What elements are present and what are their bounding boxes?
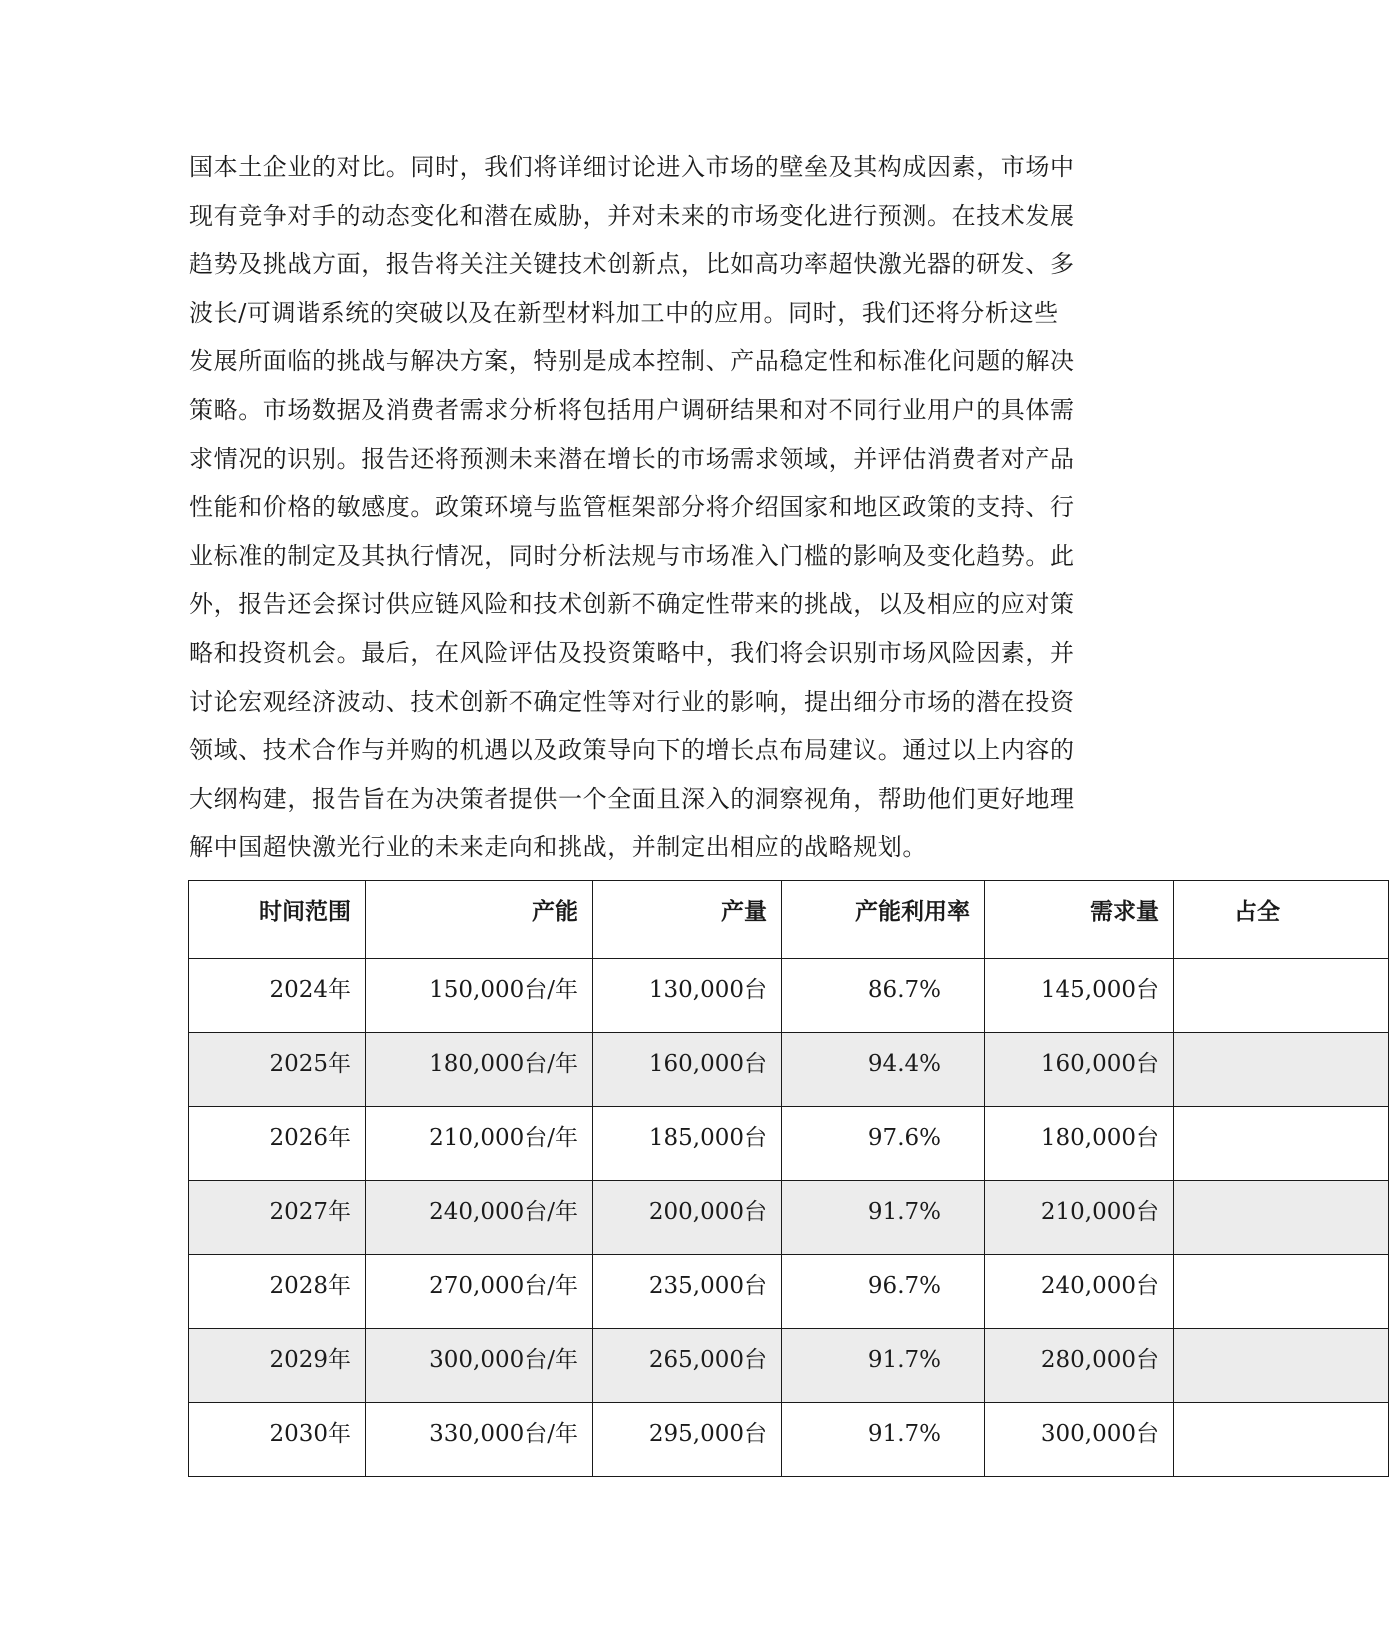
paragraph-line: 业标准的制定及其执行情况，同时分析法规与市场准入门槛的影响及变化趋势。此 [189,541,1075,570]
cell-year: 2029年 [189,1329,366,1403]
cell-utilization: 91.7% [782,1403,985,1477]
body-paragraph [189,143,1089,872]
cell-year: 2025年 [189,1033,366,1107]
paragraph-line: 性能和价格的敏感度。政策环境与监管框架部分将介绍国家和地区政策的支持、行 [189,493,1075,522]
table-row [189,1033,1389,1107]
paragraph-line: 发展所面临的挑战与解决方案，特别是成本控制、产品稳定性和标准化问题的解决 [189,347,1075,376]
cell-capacity: 270,000台/年 [366,1255,593,1329]
cell-output: 200,000台 [593,1181,782,1255]
table-row [189,959,1389,1033]
header-share: 占全 [1174,881,1389,959]
table-header-row [189,881,1389,959]
cell-capacity: 210,000台/年 [366,1107,593,1181]
cell-utilization: 91.7% [782,1329,985,1403]
paragraph-line: 现有竞争对手的动态变化和潜在威胁，并对未来的市场变化进行预测。在技术发展 [189,201,1075,230]
cell-output: 160,000台 [593,1033,782,1107]
header-demand: 需求量 [985,881,1174,959]
paragraph-line: 波长/可调谐系统的突破以及在新型材料加工中的应用。同时，我们还将分析这些 [189,298,1059,327]
cell-year: 2028年 [189,1255,366,1329]
cell-capacity: 240,000台/年 [366,1181,593,1255]
cell-utilization: 94.4% [782,1033,985,1107]
cell-demand: 280,000台 [985,1329,1174,1403]
table-row [189,1181,1389,1255]
cell-share [1174,1107,1389,1181]
cell-share [1174,1181,1389,1255]
cell-share [1174,1033,1389,1107]
capacity-table-container [188,880,1280,1500]
capacity-table [188,880,1389,1477]
table-row [189,1107,1389,1181]
cell-demand: 240,000台 [985,1255,1174,1329]
paragraph-line: 求情况的识别。报告还将预测未来潜在增长的市场需求领域，并评估消费者对产品 [189,444,1075,473]
cell-year: 2030年 [189,1403,366,1477]
cell-year: 2027年 [189,1181,366,1255]
paragraph-line: 大纲构建，报告旨在为决策者提供一个全面且深入的洞察视角，帮助他们更好地理 [189,784,1075,813]
cell-output: 130,000台 [593,959,782,1033]
cell-demand: 145,000台 [985,959,1174,1033]
paragraph-line: 国本土企业的对比。同时，我们将详细讨论进入市场的壁垒及其构成因素，市场中 [189,153,1075,181]
cell-share [1174,1255,1389,1329]
paragraph-line: 略和投资机会。最后，在风险评估及投资策略中，我们将会识别市场风险因素，并 [189,638,1075,667]
paragraph-line: 外，报告还会探讨供应链风险和技术创新不确定性带来的挑战，以及相应的应对策 [189,590,1075,619]
paragraph-line: 讨论宏观经济波动、技术创新不确定性等对行业的影响，提出细分市场的潜在投资 [189,687,1075,716]
cell-capacity: 180,000台/年 [366,1033,593,1107]
cell-demand: 210,000台 [985,1181,1174,1255]
cell-year: 2026年 [189,1107,366,1181]
cell-utilization: 86.7% [782,959,985,1033]
cell-capacity: 300,000台/年 [366,1329,593,1403]
table-row [189,1255,1389,1329]
paragraph-line: 解中国超快激光行业的未来走向和挑战，并制定出相应的战略规划。 [189,833,927,862]
cell-output: 185,000台 [593,1107,782,1181]
cell-year: 2024年 [189,959,366,1033]
cell-demand: 300,000台 [985,1403,1174,1477]
paragraph-line: 趋势及挑战方面，报告将关注关键技术创新点，比如高功率超快激光器的研发、多 [189,250,1075,279]
paragraph-line: 领域、技术合作与并购的机遇以及政策导向下的增长点布局建议。通过以上内容的 [189,736,1075,765]
cell-utilization: 96.7% [782,1255,985,1329]
cell-share [1174,1403,1389,1477]
header-time-range: 时间范围 [189,881,366,959]
paragraph-line: 策略。市场数据及消费者需求分析将包括用户调研结果和对不同行业用户的具体需 [189,395,1075,424]
cell-share [1174,1329,1389,1403]
table-row [189,1329,1389,1403]
cell-capacity: 330,000台/年 [366,1403,593,1477]
cell-share [1174,959,1389,1033]
header-utilization: 产能利用率 [782,881,985,959]
header-capacity: 产能 [366,881,593,959]
cell-output: 295,000台 [593,1403,782,1477]
cell-utilization: 91.7% [782,1181,985,1255]
cell-demand: 180,000台 [985,1107,1174,1181]
cell-capacity: 150,000台/年 [366,959,593,1033]
header-output: 产量 [593,881,782,959]
cell-output: 265,000台 [593,1329,782,1403]
cell-demand: 160,000台 [985,1033,1174,1107]
cell-output: 235,000台 [593,1255,782,1329]
table-row [189,1403,1389,1477]
cell-utilization: 97.6% [782,1107,985,1181]
